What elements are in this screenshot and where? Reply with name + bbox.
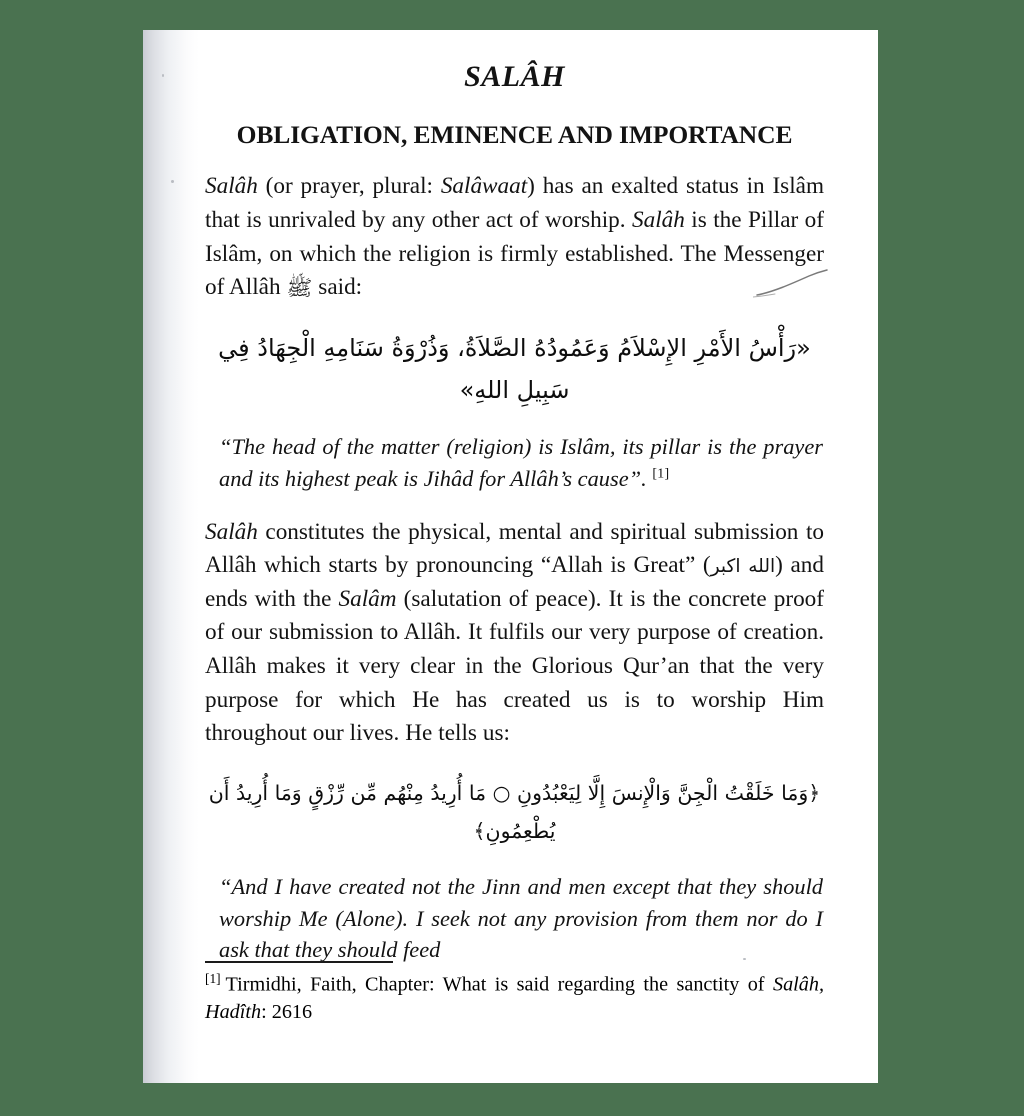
book-page-sheet — [143, 30, 878, 1083]
chapter-title: SALÂH — [464, 60, 565, 93]
footnote-separator-rule — [205, 961, 393, 963]
paragraph-2-run-6: (salutation of peace). It is the concrete proof of our submission to Allâh. It fulfils our very purpose of creation. Allâh makes it very clear in the Glorious Qur’an that the very purpose for which He has created us is to worship Him throughout our lives. He tells us: — [205, 585, 824, 747]
paragraph-1-run-2: (or prayer, plural: — [257, 173, 441, 200]
paragraph-1-run-8: said: — [312, 274, 363, 301]
paragraph-1-run-6: is the Pillar of Islâm, on which the religion is firmly established. The Messenger of Allâh — [205, 206, 824, 301]
book-spine-shadow — [143, 30, 199, 1083]
term-salam: Salâm — [338, 585, 397, 612]
footnote-run-3: : 2616 — [261, 1000, 313, 1023]
footnote-run-1: Tirmidhi, Faith, Chapter: What is said regarding the sanctity of — [225, 973, 773, 996]
scan-speck — [171, 180, 174, 183]
paragraph-2-run-2: constitutes the physical, mental and spiritual submission to Allâh which starts by pronouncing “Allah is Great” ( — [205, 518, 824, 579]
scan-speck — [162, 74, 164, 77]
section-title: OBLIGATION, EMINENCE AND IMPORTANCE — [236, 120, 793, 149]
footnote-area — [205, 961, 824, 1026]
footnote-entry-1 — [205, 970, 824, 1026]
quran-verse-arabic: ﴿وَمَا خَلَقْتُ الْجِنَّ وَالْإِنسَ إِلَّا لِيَعْبُدُونِ ○ مَا أُرِيدُ مِنْهُم مِّن رِّزْقٍ وَمَا أُرِيدُ أَن يُطْعِمُونِ﴾ — [208, 780, 821, 843]
footnote-reference-1[interactable]: [1] — [652, 466, 670, 482]
page-content — [205, 60, 824, 966]
quran-verse-translation: “And I have created not the Jinn and men except that they should worship Me (Alone). I seek not any provision from them nor do I ask that they should feed — [219, 873, 823, 963]
hadith-translation-text: “The head of the matter (religion) is Islâm, its pillar is the prayer and its highest peak is Jihâd for Allâh’s cause”. — [219, 433, 823, 491]
paragraph-1-run-4: ) has an exalted status in Islâm that is unrivaled by any other act of worship. — [205, 173, 824, 233]
term-salah: Salâh — [205, 173, 258, 200]
hadith-translation — [219, 431, 823, 495]
footnote-marker: [1] — [205, 971, 221, 986]
paragraph-2-run-4: ) and ends with the — [205, 552, 824, 612]
paragraph-salah-status — [205, 170, 824, 305]
term-salah-3: Salâh — [205, 518, 258, 545]
term-salah-2: Salâh — [632, 206, 685, 233]
term-salawaat: Salâwaat — [440, 173, 528, 200]
sallallahu-alayhi-wasallam-icon: ﷺ — [286, 276, 313, 301]
allahu-akbar-arabic: الله اكبر — [710, 556, 776, 578]
hadith-arabic-text: «رَأْسُ الأَمْرِ الإِسْلاَمُ وَعَمُودُهُ الصَّلاَةُ، وَذُرْوَةُ سَنَامِهِ الْجِهَادُ فِي سَبِيلِ اللهِ» — [218, 333, 811, 404]
footnote-source-italic: Salâh, Hadîth — [205, 973, 824, 1023]
paragraph-salah-submission — [205, 516, 824, 751]
